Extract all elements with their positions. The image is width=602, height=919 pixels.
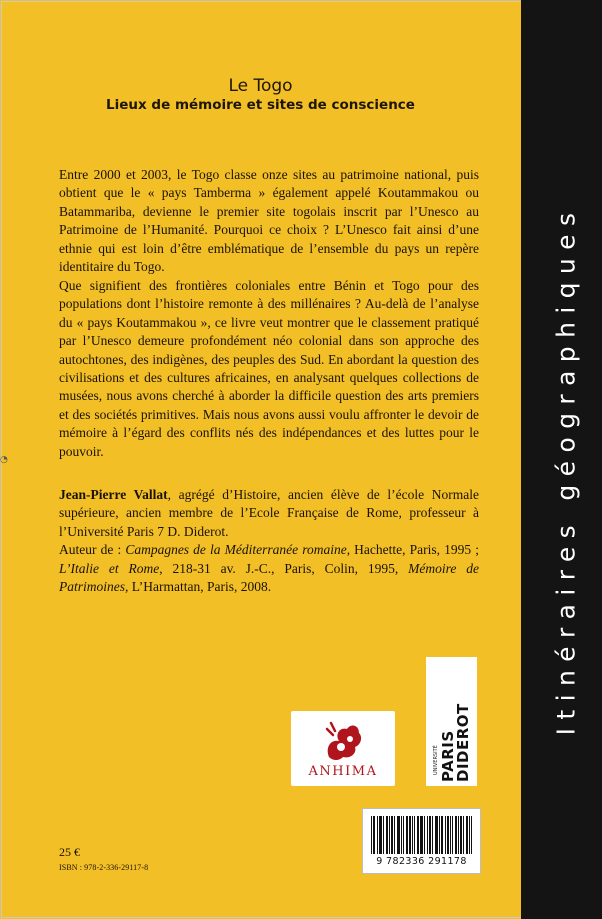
- work-title: Campagnes de la Méditerranée romaine: [125, 542, 347, 558]
- diderot-logo-small-text: UNIVERSITÉ: [433, 745, 439, 775]
- anhima-emblem-icon: [321, 717, 365, 763]
- author-name: Jean-Pierre Vallat: [59, 487, 168, 502]
- work-title: Mémoire de Patrimoines: [59, 560, 479, 595]
- back-cover-blurb: [59, 166, 479, 461]
- work-title: L’Italie et Rome: [59, 560, 160, 576]
- author-works: [59, 541, 479, 596]
- work-details: , Hachette, Paris, 1995 ;: [346, 542, 479, 558]
- author-bio: [59, 486, 479, 597]
- paris-diderot-logo: [426, 657, 477, 786]
- isbn-barcode: [362, 808, 481, 874]
- anhima-logo: [291, 711, 395, 786]
- isbn: ISBN : 978-2-336-29117-8: [59, 863, 149, 872]
- works-prefix: Auteur de :: [59, 542, 126, 558]
- barcode-number: 9 782336 291178: [376, 856, 467, 867]
- diderot-accent-letter: I: [454, 762, 472, 770]
- anhima-wordmark: ANHIMA: [308, 764, 378, 779]
- diderot-letter: D: [454, 769, 472, 782]
- author-bio-paragraph: [59, 486, 479, 541]
- author-credentials: , agrégé d’Histoire, ancien élève de l’école Normale supérieure, ancien membre de l’Ecole Française de Rome, professeur à l’Université Paris 7 D. Diderot.: [59, 487, 479, 539]
- work-details: , L’Harmattan, Paris, 2008.: [125, 579, 272, 595]
- diderot-logo-diderot: [454, 703, 472, 782]
- diderot-letters: DEROT: [454, 703, 472, 763]
- barcode-icon: [371, 816, 472, 856]
- book-title: Le Togo: [228, 76, 293, 96]
- work-details: , 218-31 av. J.-C., Paris, Colin, 1995,: [159, 560, 409, 576]
- blurb-paragraph: Que signifient des frontières coloniales entre Bénin et Togo pour des populations dont l’histoire remonte à des millénaires ? Au-delà de l’analyse du « pays Koutammakou », ce livre veut montrer que le classement pratiqué par l’Unesco demeure profondément néo colonial dans son approche des autochtones, des indigènes, des peuples des Sud. En abordant la question des civilisations et des cultures africaines, en analysant quelques collections de musées, nous avons cherché à aborder la difficile question des arts premiers et des sociétés primitives. Mais nous avons aussi voulu affronter le devoir de mémoire à l’égard des conflits nés des indépendances et des luttes pour le pouvoir.: [59, 277, 479, 459]
- diderot-logo-paris: PARIS: [439, 730, 457, 782]
- blurb-paragraph: Entre 2000 et 2003, le Togo classe onze sites au patrimoine national, puis obtient que le « pays Tamberma » également appelé Koutammakou ou Batammariba, devienne le premier site togolais inscrit par l’Unesco au Patrimoine de l’Humanité. Pourquoi ce choix ? L’Unesco fait ainsi d’une ethnie qui est loin d’être emblématique de l’ensemble du pays un repère identitaire du Togo.: [59, 167, 479, 275]
- series-title: Itinéraires géographiques: [551, 204, 581, 736]
- edge-marker-icon: ◔: [0, 455, 8, 465]
- price: 25 €: [59, 845, 80, 859]
- book-subtitle: Lieux de mémoire et sites de conscience: [106, 97, 415, 113]
